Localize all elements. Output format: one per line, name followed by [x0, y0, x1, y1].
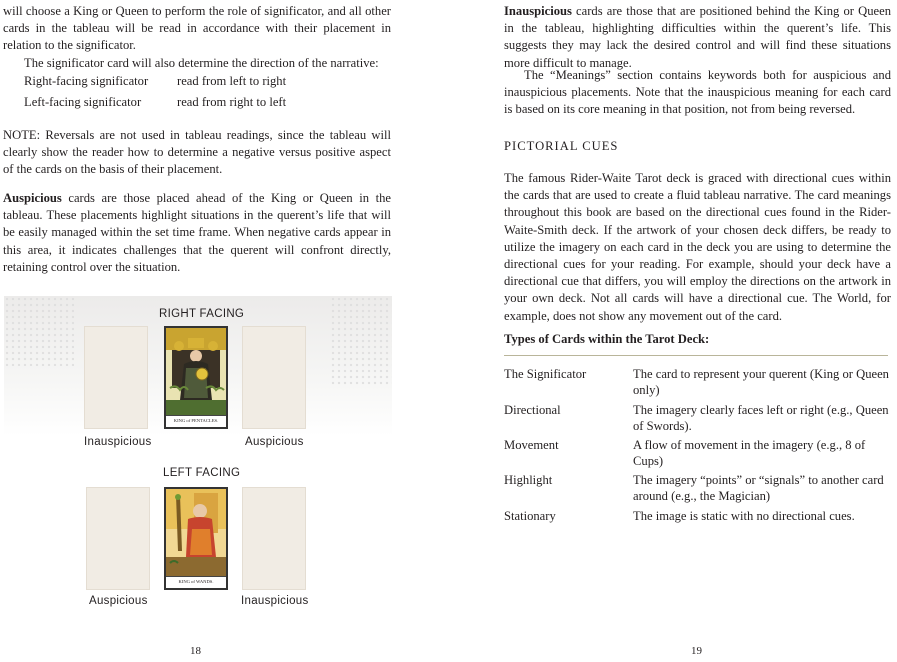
intro-paragraph: will choose a King or Queen to perform the role of significator, and all other cards in the tableau will be read in accordance with their placement in relation to the significator. — [3, 4, 391, 53]
narrative-paragraph: The significator card will also determine the direction of the narrative: — [24, 56, 379, 70]
inauspicious-label: Inauspicious — [241, 595, 309, 607]
auspicious-label: Auspicious — [89, 595, 148, 607]
card-type-desc: The imagery clearly faces left or right (e.g., Queen of Swords). — [633, 403, 889, 433]
card-type-desc: The imagery “points” or “signals” to another card around (e.g., the Magician) — [633, 473, 884, 503]
auspicious-text: cards are those placed ahead of the King or Queen in the tableau. These placements highlight situations in the querent’s life that will be easily managed within the set time frame. When negative cards appear in this area, it indicates challenges that the querent will confront directly, retaining control over the situation. — [3, 191, 391, 274]
section-heading: PICTORIAL CUES — [504, 139, 619, 153]
card-caption: KING of WANDS. — [166, 576, 226, 588]
king-of-pentacles-card — [164, 326, 228, 429]
king-of-wands-art — [166, 489, 226, 577]
page-number: 19 — [691, 645, 702, 657]
divider — [504, 355, 888, 356]
card-type-desc: A flow of movement in the imagery (e.g., 8 of Cups) — [633, 438, 866, 468]
direction-value: read from right to left — [177, 95, 287, 109]
inauspicious-paragraph — [504, 3, 891, 72]
direction-label: Left-facing significator — [24, 95, 142, 109]
king-of-pentacles-art — [166, 328, 226, 416]
right-facing-title: RIGHT FACING — [159, 308, 245, 320]
king-of-wands-card — [164, 487, 228, 590]
card-caption: KING of PENTACLES. — [166, 415, 226, 427]
blank-card — [242, 326, 306, 429]
card-type-name: The Significator — [504, 367, 587, 381]
direction-label: Right-facing significator — [24, 74, 149, 88]
card-type-name: Movement — [504, 438, 559, 452]
pictorial-cues-paragraph: The famous Rider-Waite Tarot deck is graced with directional cues within the cards that are used to create a fluid tableau narrative. The card meanings throughout this book are based on the directional cues found in the Rider-Waite-Smith deck. If the artwork of your chosen deck differs, be ready to utilize the imagery on each card in the deck you are using to determine the directional cues for your reading. For example, should your deck have a directional cue that differs, you will employ the directions on the artwork in your own deck. Not all cards will have a directional cue. The World, for example, does not show any movement out of the card. — [504, 171, 891, 323]
left-facing-title: LEFT FACING — [163, 467, 241, 479]
blank-card — [86, 487, 150, 590]
inauspicious-term: Inauspicious — [504, 4, 572, 18]
right-page — [448, 0, 897, 662]
page-number: 18 — [190, 645, 201, 657]
note-paragraph: NOTE: Reversals are not used in tableau readings, since the tableau will clearly show the reader how to determine a negative versus positive aspect of the cards on the basis of their placement. — [3, 128, 391, 177]
left-page — [0, 0, 448, 662]
auspicious-term: Auspicious — [3, 191, 62, 205]
direction-row — [24, 95, 141, 110]
inauspicious-text: cards are those that are positioned behind the King or Queen in the tableau, highlighting difficulties within the querent’s life. This suggests they may lack the desired control and will find these situations more difficult to manage. — [504, 4, 891, 70]
card-type-desc: The image is static with no directional cues. — [633, 509, 855, 523]
card-type-name: Directional — [504, 403, 561, 417]
auspicious-paragraph — [3, 190, 391, 276]
card-type-desc: The card to represent your querent (King or Queen only) — [633, 367, 889, 397]
types-title: Types of Cards within the Tarot Deck: — [504, 332, 710, 346]
auspicious-label: Auspicious — [245, 436, 304, 448]
halftone-pattern — [4, 296, 74, 366]
meanings-paragraph: The “Meanings” section contains keywords both for auspicious and inauspicious placements. Note that the inauspicious meaning for each card is based on its core meaning in that position, not from being reversed. — [504, 68, 891, 117]
blank-card — [84, 326, 148, 429]
card-type-name: Stationary — [504, 509, 556, 523]
inauspicious-label: Inauspicious — [84, 436, 152, 448]
direction-row — [24, 74, 148, 89]
blank-card — [242, 487, 306, 590]
direction-value: read from left to right — [177, 74, 287, 88]
card-type-name: Highlight — [504, 473, 553, 487]
halftone-pattern — [330, 296, 392, 386]
